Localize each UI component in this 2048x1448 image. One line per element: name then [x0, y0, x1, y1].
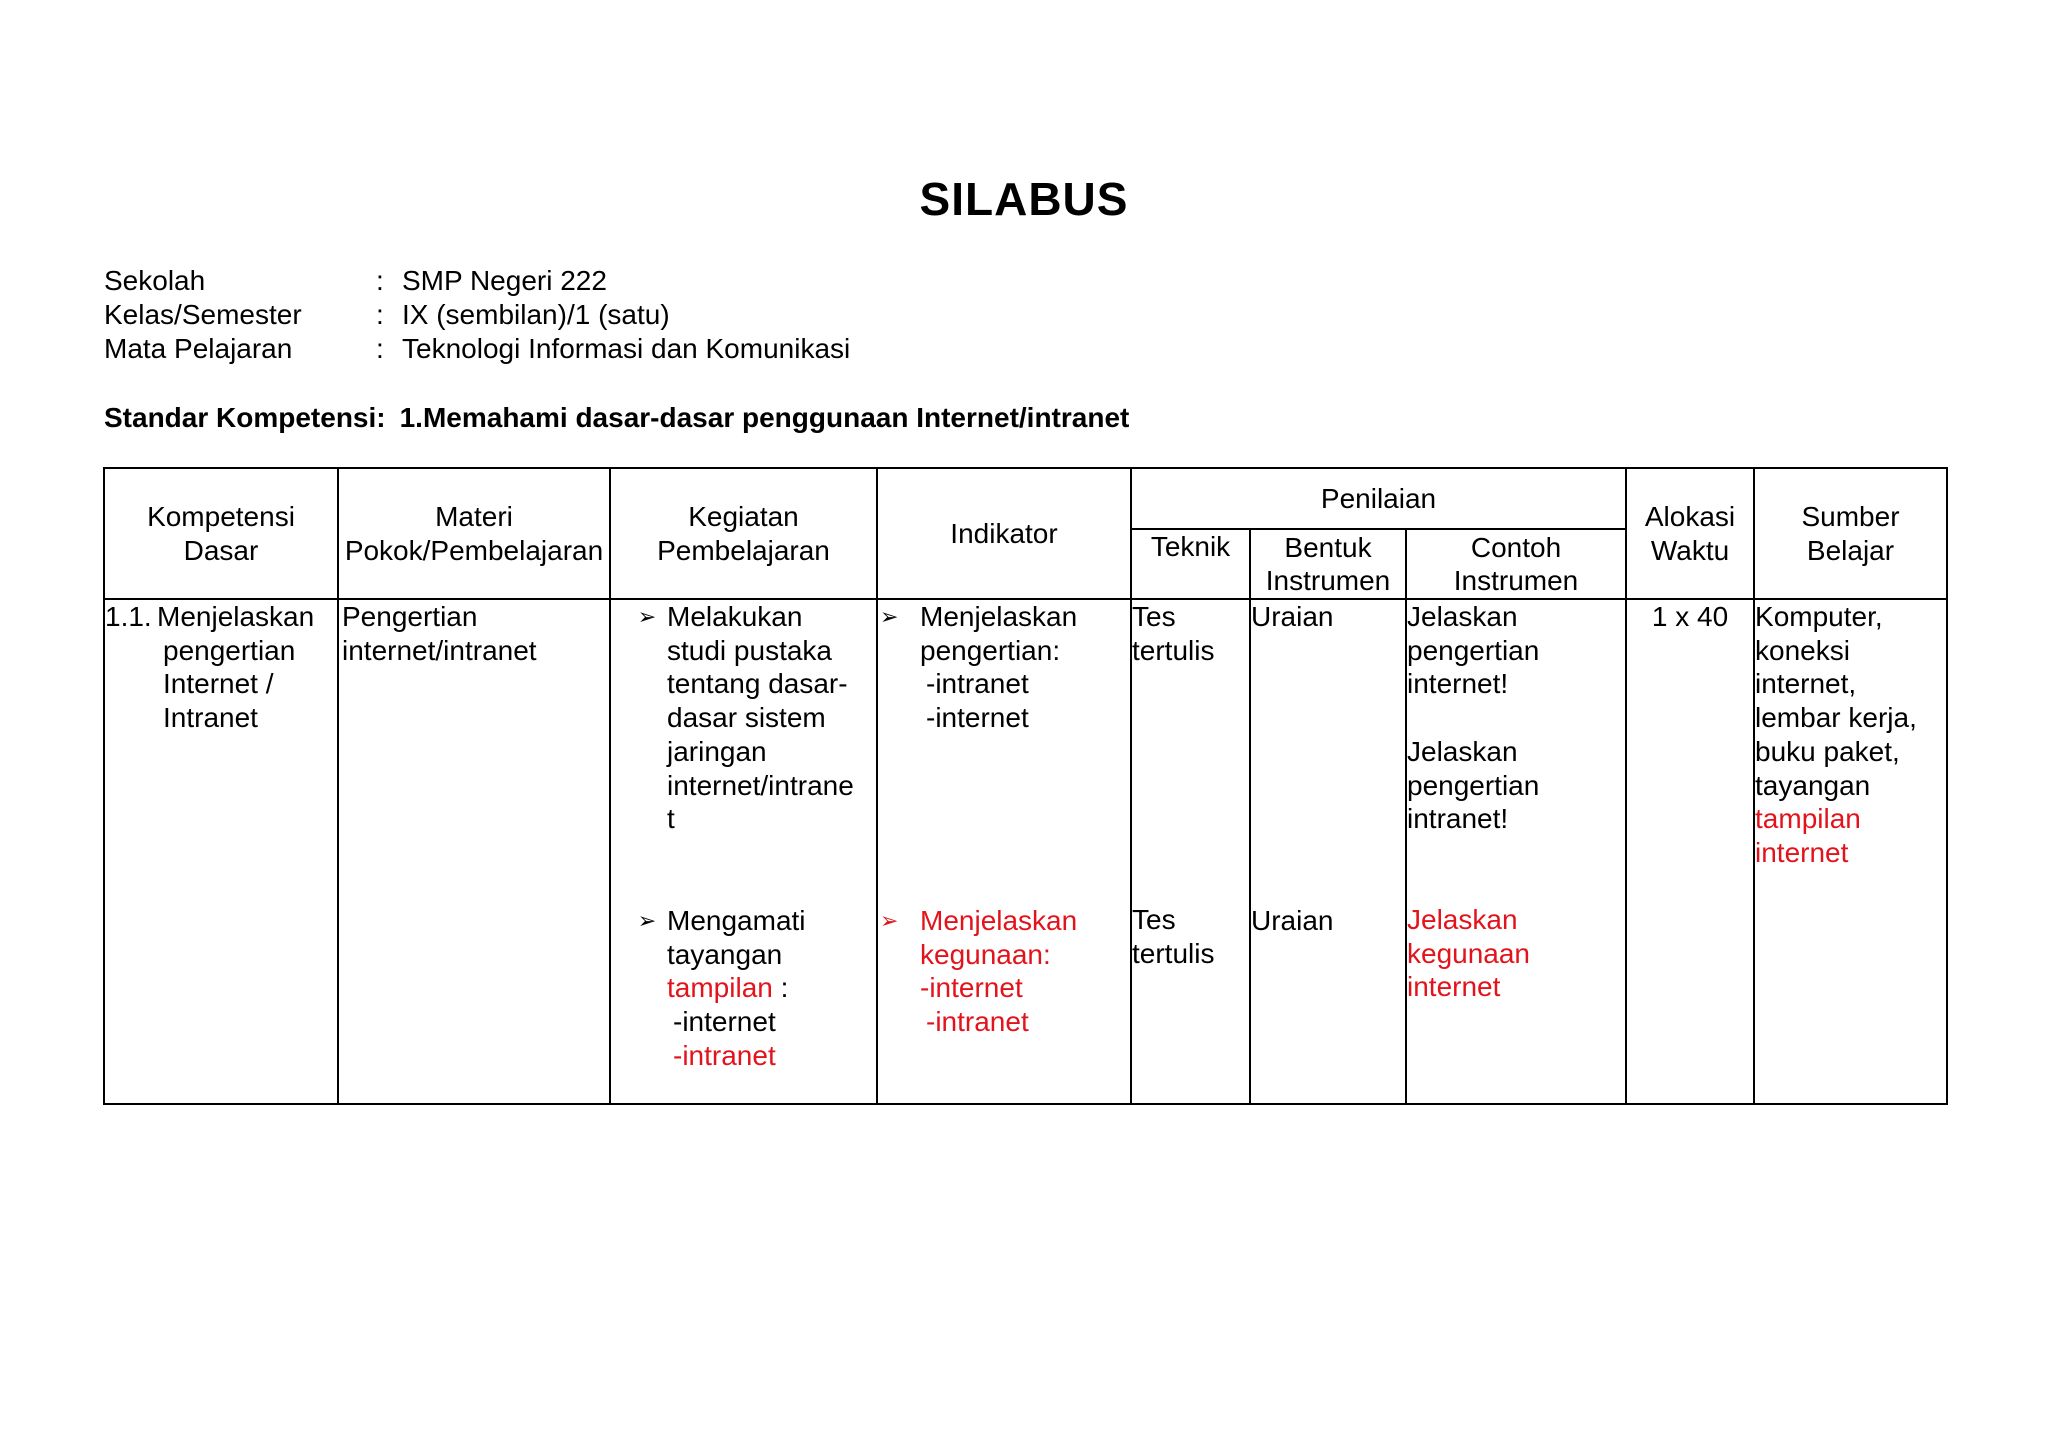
header-text: Teknik — [1150, 531, 1231, 562]
header-text: Instrumen — [1453, 565, 1579, 597]
meta-colon: : — [376, 333, 384, 364]
arrow-bullet-icon: ➢ — [880, 604, 899, 629]
sumber-line: lembar kerja, — [1755, 702, 1917, 734]
kegiatan-line: internet/intrane — [667, 769, 854, 801]
list-item — [627, 600, 876, 836]
meta-label: Mata Pelajaran — [104, 333, 293, 364]
silabus-table — [103, 467, 1948, 1105]
sumber-line: internet, — [1755, 668, 1857, 700]
materi-line: Pengertian — [342, 601, 478, 632]
list-item — [878, 600, 1130, 735]
contoh-line: Jelaskan — [1407, 903, 1518, 935]
table-row — [104, 599, 1947, 1104]
kegiatan-red-text: tampilan — [667, 972, 773, 1004]
alokasi-value: 1 x 40 — [1651, 601, 1729, 632]
materi-line: internet/intranet — [342, 634, 537, 666]
header-text: Pokok/Pembelajaran — [344, 534, 604, 566]
sumber-line: buku paket, — [1755, 735, 1900, 767]
cell-teknik — [1131, 599, 1250, 1104]
header-text: Kompetensi — [147, 500, 295, 532]
cell-alokasi — [1626, 599, 1754, 1104]
list-item — [878, 904, 1130, 1039]
indikator-line: kegunaan: — [920, 938, 1051, 970]
bentuk-line: Uraian — [1251, 904, 1334, 936]
header-text: Contoh — [1470, 531, 1562, 563]
kegiatan-line: t — [667, 803, 675, 835]
arrow-bullet-icon: ➢ — [637, 907, 657, 933]
sumber-line: tayangan — [1755, 769, 1871, 801]
kegiatan-text: : — [772, 972, 789, 1004]
sumber-line: tampilan — [1755, 803, 1861, 835]
header-text: Bentuk — [1284, 531, 1372, 563]
standar-kompetensi — [104, 402, 1129, 434]
kd-line: Intranet — [163, 702, 258, 734]
header-penilaian — [1131, 468, 1626, 529]
cell-kegiatan — [610, 599, 877, 1104]
cell-bentuk — [1250, 599, 1406, 1104]
kegiatan-line: studi pustaka — [667, 634, 832, 666]
sumber-line: internet — [1755, 836, 1849, 868]
kd-number: 1.1. — [105, 601, 152, 632]
contoh-line: internet — [1407, 971, 1501, 1003]
sumber-line: Komputer, — [1755, 601, 1883, 632]
contoh-line: pengertian — [1407, 634, 1540, 666]
header-text: Instrumen — [1265, 565, 1391, 597]
meta-label: Kelas/Semester — [104, 299, 302, 330]
kegiatan-line: jaringan — [667, 735, 767, 767]
meta-colon: : — [376, 299, 384, 330]
meta-colon: : — [376, 265, 384, 296]
standar-value: 1.Memahami dasar-dasar penggunaan Internet/intranet — [399, 402, 1130, 433]
contoh-line: pengertian — [1407, 769, 1540, 801]
header-text: Alokasi — [1644, 500, 1736, 532]
sumber-line: koneksi — [1755, 634, 1850, 666]
teknik-line: tertulis — [1132, 938, 1215, 970]
header-indikator — [877, 468, 1131, 599]
contoh-line: Jelaskan — [1407, 601, 1518, 632]
header-text: Indikator — [950, 517, 1058, 549]
kd-line: pengertian — [163, 634, 296, 666]
header-text: Waktu — [1650, 534, 1730, 566]
kegiatan-line: -internet — [673, 1006, 776, 1038]
contoh-line: kegunaan — [1407, 937, 1531, 969]
header-kegiatan — [610, 468, 877, 599]
cell-sumber — [1754, 599, 1947, 1104]
header-text: Kegiatan — [688, 500, 799, 532]
cell-materi — [338, 599, 610, 1104]
header-materi — [338, 468, 610, 599]
header-sumber — [1754, 468, 1947, 599]
header-text: Belajar — [1806, 534, 1895, 566]
kd-text: Menjelaskan — [157, 601, 315, 632]
teknik-line: tertulis — [1132, 634, 1215, 666]
header-contoh-instrumen — [1406, 529, 1626, 599]
indikator-line: -internet — [926, 702, 1029, 734]
header-alokasi — [1626, 468, 1754, 599]
header-text: Pembelajaran — [657, 534, 830, 566]
indikator-line: -intranet — [926, 1005, 1029, 1037]
kegiatan-line: tayangan — [667, 938, 783, 970]
kegiatan-line — [667, 971, 876, 1005]
cell-kompetensi-dasar — [104, 599, 338, 1104]
indikator-line: pengertian: — [920, 634, 1061, 666]
header-text: Materi — [435, 500, 513, 532]
header-row-top — [104, 468, 1947, 529]
header-kompetensi-dasar — [104, 468, 338, 599]
meta-value: IX (sembilan)/1 (satu) — [402, 299, 670, 330]
kd-line — [105, 600, 337, 634]
list-item — [627, 904, 876, 1073]
teknik-line: Tes — [1132, 904, 1176, 936]
meta-row-sekolah — [104, 264, 850, 298]
teknik-line: Tes — [1132, 601, 1176, 632]
standar-label: Standar Kompetensi: — [104, 402, 386, 433]
contoh-line: intranet! — [1407, 803, 1509, 835]
header-text: Dasar — [183, 534, 259, 566]
meta-label: Sekolah — [104, 265, 206, 296]
contoh-line: Jelaskan — [1407, 735, 1518, 767]
page-title: SILABUS — [919, 173, 1129, 225]
meta-value: SMP Negeri 222 — [402, 265, 607, 296]
arrow-bullet-icon: ➢ — [880, 907, 899, 933]
indikator-line: -internet — [920, 972, 1023, 1004]
indikator-line: Menjelaskan — [920, 904, 1078, 936]
kegiatan-line: tentang dasar- — [667, 668, 848, 700]
meta-row-mapel — [104, 332, 850, 366]
kegiatan-line: Mengamati — [667, 904, 806, 936]
indikator-line: Menjelaskan — [920, 601, 1078, 632]
kegiatan-line: Melakukan — [667, 601, 803, 632]
meta-row-kelas — [104, 298, 850, 332]
bentuk-line: Uraian — [1251, 601, 1334, 632]
header-text: Penilaian — [1320, 482, 1437, 514]
meta-value: Teknologi Informasi dan Komunikasi — [402, 333, 851, 364]
arrow-bullet-icon: ➢ — [637, 604, 657, 629]
kegiatan-line: dasar sistem — [667, 702, 826, 734]
cell-contoh — [1406, 599, 1626, 1104]
contoh-line: internet! — [1407, 668, 1509, 700]
header-teknik — [1131, 529, 1250, 599]
header-bentuk-instrumen — [1250, 529, 1406, 599]
kd-line: Internet / — [163, 668, 274, 700]
cell-indikator — [877, 599, 1131, 1104]
kegiatan-line: -intranet — [673, 1039, 776, 1071]
header-text: Sumber — [1801, 500, 1900, 532]
indikator-line: -intranet — [926, 668, 1029, 700]
document-meta — [104, 264, 850, 366]
